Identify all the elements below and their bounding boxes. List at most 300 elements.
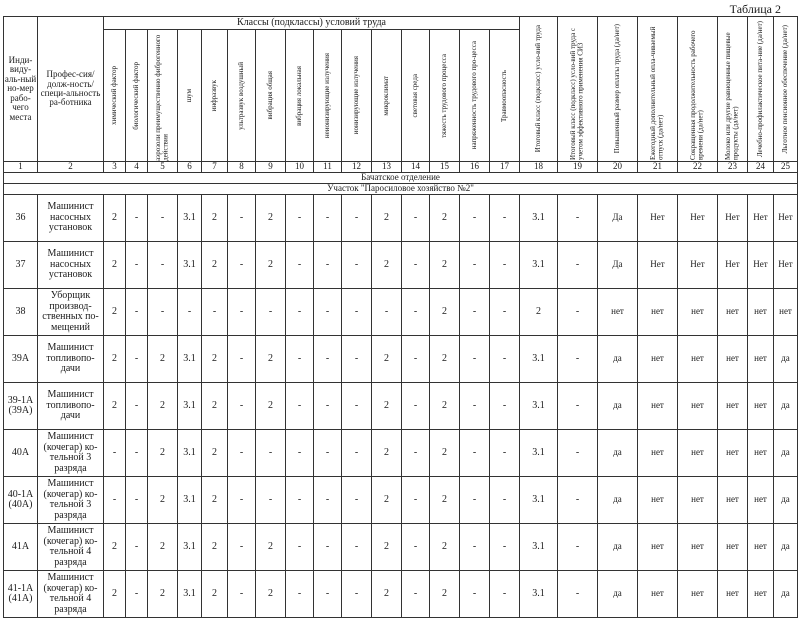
column-number: 5	[148, 162, 178, 173]
table-cell: нет	[678, 336, 718, 383]
table-cell: 2	[202, 383, 228, 430]
table-cell: да	[598, 336, 638, 383]
table-cell: нет	[638, 289, 678, 336]
table-cell: -	[286, 383, 314, 430]
table-cell: 2	[372, 430, 402, 477]
table-cell: -	[314, 242, 342, 289]
workplace-id: 37	[4, 242, 38, 289]
table-cell: 2	[202, 336, 228, 383]
table-cell: -	[342, 195, 372, 242]
table-cell: -	[490, 477, 520, 524]
table-cell: -	[286, 477, 314, 524]
table-cell: 2	[148, 571, 178, 618]
table-cell: 3.1	[178, 571, 202, 618]
header-extra-5	[678, 17, 718, 162]
table-cell: 2	[430, 336, 460, 383]
header-factor-label: вибрация общая	[265, 71, 274, 120]
table-cell: -	[256, 430, 286, 477]
table-cell: 3.1	[178, 383, 202, 430]
column-number: 16	[460, 162, 490, 173]
table-cell: 3.1	[520, 242, 558, 289]
column-number: 11	[314, 162, 342, 173]
table-cell: -	[126, 195, 148, 242]
table-cell: -	[228, 195, 256, 242]
table-cell: -	[342, 289, 372, 336]
header-extra-7	[748, 17, 774, 162]
table-cell: 3.1	[178, 430, 202, 477]
table-cell: -	[460, 242, 490, 289]
table-row	[4, 289, 798, 336]
table-cell: нет	[748, 477, 774, 524]
profession: Машинист (кочегар) ко-тельной 3 разряда	[38, 430, 104, 477]
header-extra-2	[558, 17, 598, 162]
workplace-id: 36	[4, 195, 38, 242]
table-cell: нет	[638, 477, 678, 524]
column-number: 23	[718, 162, 748, 173]
table-cell: -	[342, 383, 372, 430]
table-cell: Нет	[678, 195, 718, 242]
profession: Машинист насосных установок	[38, 242, 104, 289]
table-cell: -	[228, 336, 256, 383]
table-cell: да	[774, 430, 798, 477]
table-cell: Нет	[748, 242, 774, 289]
column-number: 22	[678, 162, 718, 173]
table-cell: нет	[638, 336, 678, 383]
table-cell: 2	[430, 430, 460, 477]
table-cell: -	[126, 571, 148, 618]
column-number: 12	[342, 162, 372, 173]
table-cell: -	[460, 289, 490, 336]
table-cell: нет	[748, 336, 774, 383]
table-cell: 3.1	[178, 336, 202, 383]
table-cell: -	[558, 195, 598, 242]
table-cell: -	[460, 524, 490, 571]
header-factor-label: ультразвук воздушный	[236, 61, 245, 130]
table-cell: -	[286, 195, 314, 242]
table-cell: -	[178, 289, 202, 336]
header-factor-10	[342, 30, 372, 162]
header-factor-label: Травмоопасность	[499, 69, 508, 122]
profession: Машинист (кочегар) ко-тельной 4 разряда	[38, 571, 104, 618]
header-row-top	[4, 17, 798, 30]
table-cell: 2	[430, 195, 460, 242]
table-cell: -	[126, 524, 148, 571]
workplace-id: 38	[4, 289, 38, 336]
table-cell: 2	[520, 289, 558, 336]
header-extra-8	[774, 17, 798, 162]
table-cell: 2	[148, 383, 178, 430]
table-cell: -	[286, 242, 314, 289]
table-cell: -	[460, 477, 490, 524]
table-cell: нет	[718, 430, 748, 477]
table-cell: 3.1	[520, 524, 558, 571]
column-number-row	[4, 162, 798, 173]
table-cell: Нет	[638, 242, 678, 289]
header-factor-9	[314, 30, 342, 162]
table-cell: -	[286, 524, 314, 571]
table-cell: 2	[430, 242, 460, 289]
table-cell: Нет	[718, 195, 748, 242]
table-cell: 3.1	[178, 477, 202, 524]
table-cell: -	[402, 336, 430, 383]
table-cell: -	[126, 477, 148, 524]
table-cell: -	[126, 430, 148, 477]
table-cell: -	[402, 477, 430, 524]
table-cell: да	[774, 336, 798, 383]
table-cell: 2	[372, 195, 402, 242]
profession: Машинист топливопо-дачи	[38, 383, 104, 430]
table-cell: 2	[202, 524, 228, 571]
table-cell: -	[490, 195, 520, 242]
table-cell: -	[490, 571, 520, 618]
table-cell: нет	[774, 289, 798, 336]
table-cell: -	[314, 383, 342, 430]
table-cell: да	[598, 524, 638, 571]
table-cell: -	[342, 336, 372, 383]
table-cell: да	[598, 430, 638, 477]
table-cell: -	[402, 242, 430, 289]
table-cell: -	[286, 430, 314, 477]
header-extra-6	[718, 17, 748, 162]
table-cell: 2	[372, 571, 402, 618]
table-caption: Таблица 2	[729, 2, 781, 16]
table-cell: -	[558, 383, 598, 430]
table-cell: -	[228, 524, 256, 571]
header-factor-7	[256, 30, 286, 162]
header-extra-label: Льготное пенсионное обеспечение (да/нет)	[780, 24, 789, 154]
table-cell: 2	[104, 524, 126, 571]
table-cell: 3.1	[520, 383, 558, 430]
table-cell: да	[774, 477, 798, 524]
table-cell: -	[490, 383, 520, 430]
table-cell: да	[598, 571, 638, 618]
table-cell: 3.1	[520, 336, 558, 383]
header-factor-8	[286, 30, 314, 162]
table-cell: -	[228, 289, 256, 336]
table-cell: нет	[748, 289, 774, 336]
workplace-id: 40-1А (40А)	[4, 477, 38, 524]
table-cell: 2	[202, 242, 228, 289]
table-cell: нет	[748, 383, 774, 430]
header-factor-label: инфразвук	[209, 79, 218, 112]
table-cell: -	[558, 242, 598, 289]
table-cell: Да	[598, 195, 638, 242]
table-cell: нет	[718, 524, 748, 571]
table-cell: 2	[372, 477, 402, 524]
table-cell: -	[490, 242, 520, 289]
table-cell: нет	[718, 289, 748, 336]
table-cell: 2	[372, 242, 402, 289]
header-extra-label: Повышенный размер оплаты труда (да/нет)	[612, 24, 621, 154]
header-factor-15	[490, 30, 520, 162]
table-cell: нет	[718, 571, 748, 618]
table-row	[4, 383, 798, 430]
table-cell: 2	[104, 336, 126, 383]
table-cell: 2	[256, 195, 286, 242]
table-cell: 2	[430, 289, 460, 336]
table-cell: -	[460, 195, 490, 242]
header-extra-label: Сокращенная продолжительность рабочего времени (да/нет)	[689, 30, 705, 160]
table-cell: -	[286, 289, 314, 336]
header-factor-label: микроклимат	[381, 75, 390, 116]
table-cell: -	[314, 430, 342, 477]
table-cell: 2	[256, 383, 286, 430]
column-number: 8	[228, 162, 256, 173]
table-row	[4, 571, 798, 618]
table-cell: 2	[148, 524, 178, 571]
table-row	[4, 430, 798, 477]
header-extra-3	[598, 17, 638, 162]
column-number: 7	[202, 162, 228, 173]
column-number: 13	[372, 162, 402, 173]
column-number: 3	[104, 162, 126, 173]
table-cell: -	[256, 477, 286, 524]
table-cell: 2	[148, 430, 178, 477]
table-cell: -	[342, 524, 372, 571]
table-cell: Нет	[774, 242, 798, 289]
header-extra-label: Ежегодный дополнительный опла-чиваемый отпуск (да/нет)	[649, 26, 665, 160]
table-cell: 2	[202, 477, 228, 524]
header-factor-12	[402, 30, 430, 162]
table-cell: 2	[202, 195, 228, 242]
column-number: 2	[38, 162, 104, 173]
table-cell: 2	[256, 242, 286, 289]
header-factor-2	[126, 30, 148, 162]
table-cell: -	[558, 477, 598, 524]
table-cell: Да	[598, 242, 638, 289]
table-cell: -	[314, 524, 342, 571]
table-cell: -	[228, 242, 256, 289]
header-factor-label: биологический фактор	[131, 61, 140, 130]
header-factor-label: ионизирующие излучения	[351, 56, 360, 135]
header-factor-label: шум	[184, 88, 193, 103]
table-cell: -	[460, 336, 490, 383]
header-factor-14	[460, 30, 490, 162]
table-cell: 2	[202, 430, 228, 477]
table-cell: -	[256, 289, 286, 336]
table-cell: -	[402, 195, 430, 242]
table-cell: нет	[678, 289, 718, 336]
table-cell: -	[490, 289, 520, 336]
table-cell: нет	[718, 383, 748, 430]
header-classes: Классы (подклассы) условий труда	[104, 17, 520, 30]
column-number: 20	[598, 162, 638, 173]
table-cell: 2	[372, 524, 402, 571]
workplace-id: 40А	[4, 430, 38, 477]
table-cell: -	[286, 336, 314, 383]
table-cell: 2	[430, 477, 460, 524]
table-cell: -	[126, 336, 148, 383]
header-workplace-id: Инди-виду-аль-ный но-мер рабо-чего места	[4, 17, 38, 162]
subsection-title: Участок "Паросиловое хозяйство №2"	[4, 184, 798, 195]
table-cell: -	[314, 195, 342, 242]
table-cell: да	[774, 383, 798, 430]
header-factor-label: напряженность трудового про-цесса	[469, 41, 478, 150]
column-number: 14	[402, 162, 430, 173]
table-cell: 2	[202, 571, 228, 618]
column-number: 1	[4, 162, 38, 173]
header-factor-label: световая среда	[410, 73, 419, 118]
table-cell: 2	[148, 336, 178, 383]
table-cell: -	[558, 430, 598, 477]
table-cell: -	[314, 336, 342, 383]
column-number: 25	[774, 162, 798, 173]
table-cell: -	[402, 430, 430, 477]
table-cell: да	[774, 524, 798, 571]
table-cell: -	[228, 571, 256, 618]
header-profession: Профес-сия/долж-ность/специ-альность ра-ботника	[38, 17, 104, 162]
header-factor-3	[148, 30, 178, 162]
table-cell: 2	[104, 242, 126, 289]
table-cell: Нет	[638, 195, 678, 242]
column-number: 4	[126, 162, 148, 173]
table-cell: нет	[638, 524, 678, 571]
table-cell: 2	[430, 571, 460, 618]
table-cell: нет	[638, 571, 678, 618]
table-cell: Нет	[774, 195, 798, 242]
column-number: 15	[430, 162, 460, 173]
header-factor-label: вибрация локальная	[294, 65, 303, 126]
table-cell: -	[558, 571, 598, 618]
table-cell: -	[342, 477, 372, 524]
table-cell: -	[202, 289, 228, 336]
table-cell: нет	[678, 571, 718, 618]
column-number: 24	[748, 162, 774, 173]
table-cell: -	[104, 477, 126, 524]
table-cell: -	[228, 430, 256, 477]
table-cell: 3.1	[520, 430, 558, 477]
table-cell: -	[402, 289, 430, 336]
column-number: 18	[520, 162, 558, 173]
table-cell: нет	[748, 430, 774, 477]
table-cell: -	[104, 430, 126, 477]
table-cell: 3.1	[520, 477, 558, 524]
table-cell: -	[148, 289, 178, 336]
column-number: 9	[256, 162, 286, 173]
header-extra-4	[638, 17, 678, 162]
header-extra-label: Лечебно-профилактическое пита-ние (да/нет)	[755, 20, 764, 158]
table-cell: нет	[678, 477, 718, 524]
table-cell: -	[286, 571, 314, 618]
table-cell: Нет	[678, 242, 718, 289]
table-cell: нет	[748, 571, 774, 618]
table-cell: нет	[678, 524, 718, 571]
section-title: Бачатское отделение	[4, 173, 798, 184]
table-cell: -	[342, 571, 372, 618]
table-cell: -	[342, 242, 372, 289]
table-cell: -	[402, 383, 430, 430]
header-factor-label: неионизирующие излучения	[322, 53, 331, 139]
profession: Машинист (кочегар) ко-тельной 4 разряда	[38, 524, 104, 571]
profession: Уборщик производ-ственных по-мещений	[38, 289, 104, 336]
table-cell: 2	[372, 383, 402, 430]
header-factor-11	[372, 30, 402, 162]
workplace-id: 41-1А (41А)	[4, 571, 38, 618]
table-cell: да	[598, 477, 638, 524]
table-cell: нет	[638, 383, 678, 430]
table-cell: нет	[638, 430, 678, 477]
table-cell: нет	[598, 289, 638, 336]
table-cell: 3.1	[178, 524, 202, 571]
table-cell: 3.1	[178, 242, 202, 289]
table-cell: Нет	[718, 242, 748, 289]
table-cell: -	[148, 242, 178, 289]
table-cell: -	[402, 524, 430, 571]
table-row	[4, 336, 798, 383]
profession: Машинист насосных установок	[38, 195, 104, 242]
header-factor-5	[202, 30, 228, 162]
table-cell: да	[598, 383, 638, 430]
working-conditions-table	[3, 16, 798, 618]
table-cell: 3.1	[178, 195, 202, 242]
table-cell: 2	[256, 524, 286, 571]
table-cell: 3.1	[520, 195, 558, 242]
header-factor-label: аэрозоли преимущественно фиброгенного действия	[154, 34, 170, 161]
table-cell: -	[490, 430, 520, 477]
table-cell: -	[314, 477, 342, 524]
table-row	[4, 477, 798, 524]
table-cell: -	[126, 383, 148, 430]
table-cell: 2	[104, 383, 126, 430]
workplace-id: 39-1А (39А)	[4, 383, 38, 430]
table-cell: 2	[148, 477, 178, 524]
table-cell: -	[314, 571, 342, 618]
column-number: 17	[490, 162, 520, 173]
column-number: 10	[286, 162, 314, 173]
table-cell: 2	[256, 571, 286, 618]
table-cell: -	[558, 336, 598, 383]
table-cell: 3.1	[520, 571, 558, 618]
table-cell: -	[558, 289, 598, 336]
table-row	[4, 195, 798, 242]
header-factor-1	[104, 30, 126, 162]
profession: Машинист топливопо-дачи	[38, 336, 104, 383]
table-cell: -	[372, 289, 402, 336]
workplace-id: 41А	[4, 524, 38, 571]
table-cell: нет	[748, 524, 774, 571]
table-cell: -	[402, 571, 430, 618]
table-cell: нет	[718, 336, 748, 383]
header-factor-label: химический фактор	[109, 66, 118, 125]
header-extra-1	[520, 17, 558, 162]
header-factor-6	[228, 30, 256, 162]
table-cell: нет	[718, 477, 748, 524]
table-cell: -	[228, 477, 256, 524]
table-cell: да	[774, 571, 798, 618]
header-factor-13	[430, 30, 460, 162]
workplace-id: 39А	[4, 336, 38, 383]
header-extra-label: Молоко или другие равноценные пищевые продукты (да/нет)	[724, 32, 740, 160]
table-cell: -	[460, 571, 490, 618]
column-number: 19	[558, 162, 598, 173]
table-cell: 2	[104, 289, 126, 336]
table-cell: -	[460, 430, 490, 477]
table-cell: 2	[430, 524, 460, 571]
table-cell: -	[126, 242, 148, 289]
header-factor-label: тяжесть трудового процесса	[439, 53, 448, 138]
table-cell: -	[558, 524, 598, 571]
table-cell: 2	[104, 195, 126, 242]
table-cell: 2	[256, 336, 286, 383]
table-cell: -	[342, 430, 372, 477]
header-extra-label: Итоговый класс (подкласс) усло-вий труда	[533, 25, 542, 153]
header-extra-label: Итоговый класс (подкласс) усло-вий труда с учетом эффективного применения СИЗ	[569, 27, 585, 160]
table-cell: -	[490, 336, 520, 383]
profession: Машинист (кочегар) ко-тельной 3 разряда	[38, 477, 104, 524]
table-row	[4, 524, 798, 571]
table-cell: нет	[678, 430, 718, 477]
header-factor-4	[178, 30, 202, 162]
